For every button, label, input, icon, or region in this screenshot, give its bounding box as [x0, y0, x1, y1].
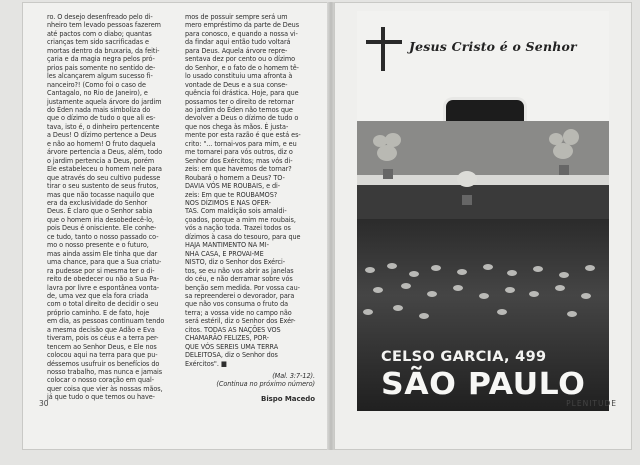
- text-line: quer coisa que vier às nossas mãos,: [47, 383, 163, 393]
- text-line: com o total direito de decidir o seu: [47, 299, 159, 309]
- text-line: possamos ter o direito de retornar: [185, 96, 295, 106]
- text-line: nanceiro?! (Como foi o caso de: [47, 79, 146, 89]
- text-line: uma chance, para que a Sua criatu-: [47, 257, 162, 267]
- text-line: colocou aqui na terra para que pu-: [47, 350, 158, 360]
- text-line: çoados, porque a mim me roubais,: [185, 214, 296, 224]
- magazine-name: PLENITUDE: [566, 399, 617, 408]
- text-line: tencem ao Senhor Deus, e Ele nos: [47, 341, 157, 351]
- text-line: TAS. Com maldição sois amaldi-: [185, 206, 287, 216]
- text-line: que o homem iria desobedecê-lo,: [47, 214, 154, 224]
- text-line: Roubará o homem a Deus? TO-: [185, 172, 285, 182]
- text-line: mas que não tocasse naquilo que: [47, 189, 155, 199]
- text-line: sa repreenderei o devorador, para: [185, 290, 295, 300]
- text-line: mente por esta razão é que está es-: [185, 130, 301, 140]
- magazine-spread: [22, 2, 630, 450]
- church-photo: [357, 11, 609, 411]
- flower-arrangement-center: [453, 171, 481, 205]
- text-line: será estéril, diz o Senhor dos Exér-: [185, 316, 296, 326]
- text-line: QUE VÓS SEREIS UMA TERRA: [185, 341, 279, 351]
- text-line: les alcançarem algum sucesso fi-: [47, 71, 153, 81]
- text-line: do céu, e não derramar sobre vós: [185, 274, 293, 284]
- text-line: lo usado constituiu uma afronta à: [185, 71, 293, 81]
- text-line: lavra por livre e espontânea vonta-: [47, 282, 160, 292]
- flower-arrangement-left: [371, 133, 405, 179]
- scripture-reference: (Mal. 3:7-12).: [272, 371, 315, 381]
- text-line: crito: "... tornai-vos para mim, e eu: [185, 138, 297, 148]
- text-line: çaria e da magia negra pelos pró-: [47, 54, 155, 64]
- left-page: [22, 2, 330, 450]
- text-line: Cantagalo, no Rio de Janeiro), e: [47, 88, 148, 98]
- text-line: HAJA MANTIMENTO NA MI-: [185, 240, 269, 250]
- text-line: em dia, as pessoas continuam tendo: [47, 316, 165, 326]
- text-line: mos de possuir sempre será um: [185, 12, 288, 21]
- photo-caption-city: SÃO PAULO: [381, 367, 586, 402]
- text-line: mero empréstimo da parte de Deus: [185, 20, 300, 30]
- text-line: vós a nação toda. Trazei todos os: [185, 223, 291, 233]
- text-line: já que tudo o que temos ou have-: [47, 392, 155, 402]
- text-line: devolver a Deus o dízimo de tudo o: [185, 113, 299, 123]
- text-line: déssemos usufruir os benefícios do: [47, 358, 160, 368]
- text-line: NISTO, diz o Senhor dos Exérci-: [185, 257, 286, 267]
- text-line: ao jardim do Éden não temos que: [185, 104, 293, 114]
- congregation-crowd: [357, 261, 609, 351]
- text-line: NOS DÍZIMOS E NAS OFER-: [185, 197, 271, 207]
- text-line: nosso trabalho, mas nunca e jamais: [47, 367, 163, 377]
- text-line: e não ao homem! O fruto daquela: [47, 138, 156, 148]
- text-line: a mesma decisão que Adão e Eva: [47, 324, 155, 334]
- text-line: citos. TODAS AS NAÇÕES VOS: [185, 324, 281, 334]
- text-line: do Senhor, e o fato de o homem tê-: [185, 62, 299, 72]
- text-line: árvore pertencia a Deus, além, todo: [47, 147, 163, 157]
- page-number: 30: [39, 399, 49, 408]
- text-line: Ele estabeleceu o homem nele para: [47, 164, 162, 174]
- text-line: que através do seu cultivo pudesse: [47, 172, 161, 182]
- text-column-2-body: [185, 13, 315, 368]
- text-line: mo o nosso presente e o futuro,: [47, 240, 149, 250]
- text-line: prios pais somente no sentido de-: [47, 62, 156, 72]
- text-line: mortas dentro da bruxaria, da feiti-: [47, 45, 160, 55]
- text-line: pois Deus é onisciente. Ele conhe-: [47, 223, 157, 233]
- text-line: que não vos consuma o fruto da: [185, 299, 289, 309]
- continued-note: (Continua no próximo número): [216, 379, 315, 389]
- photo-caption-address: CELSO GARCIA, 499: [381, 349, 547, 365]
- text-line: NHA CASA, E PROVAI-ME: [185, 248, 264, 258]
- author-byline: Bispo Macedo: [261, 394, 315, 403]
- text-line: ra pudesse por si mesma ter o di-: [47, 265, 155, 275]
- text-line: a Deus! O dízimo pertence a Deus: [47, 130, 157, 140]
- text-line: ro. O desejo desenfreado pelo di-: [47, 12, 153, 21]
- text-line: justamente aquela árvore do jardim: [47, 96, 162, 106]
- text-line: zeis: em que havemos de tornar?: [185, 164, 292, 174]
- text-line: dízimos à casa do tesouro, para que: [185, 231, 301, 241]
- text-line: que o dízimo de tudo o que ali es-: [47, 113, 156, 123]
- text-line: zeis: Em que te ROUBAMOS?: [185, 189, 278, 199]
- text-line: DELEITOSA, diz o Senhor dos: [185, 350, 278, 360]
- text-line: crianças tem sido sacrificadas e: [47, 37, 149, 47]
- banner-text: Jesus Cristo é o Senhor: [409, 39, 577, 54]
- text-line: para Deus. Aquela árvore repre-: [185, 45, 288, 55]
- text-line: quência foi drástica. Hoje, para que: [185, 88, 299, 98]
- text-line: sentava dez por cento ou o dízimo: [185, 54, 296, 64]
- text-line: mas ainda assim Ele tinha que dar: [47, 248, 158, 258]
- text-line: terra; a vossa vide no campo não: [185, 307, 292, 317]
- text-column-1: [47, 13, 173, 402]
- text-line: CHAMARÃO FELIZES, POR-: [185, 333, 269, 343]
- text-line: da findar aqui então tudo voltará: [185, 37, 291, 47]
- text-line: que nos chega às mãos. É justa-: [185, 121, 289, 131]
- text-line: tirar o seu sustento de seus frutos,: [47, 181, 159, 191]
- text-line: reito de obedecer ou não a Sua Pa-: [47, 274, 159, 284]
- text-line: próprio caminho. E de fato, hoje: [47, 307, 150, 317]
- text-line: era da exclusividade do Senhor: [47, 197, 148, 207]
- text-line: nheiro tem levado pessoas fazerem: [47, 20, 161, 30]
- text-line: ce tudo, tanto o nosso passado co-: [47, 231, 159, 241]
- text-line: o jardim pertencia a Deus, porém: [47, 155, 155, 165]
- text-line: DAVIA VÓS ME ROUBAIS, e di-: [185, 181, 281, 191]
- text-line: para conosco, e quando a nossa vi-: [185, 28, 298, 38]
- text-line: tos, se eu não vos abrir as janelas: [185, 265, 294, 275]
- cross-icon: [366, 27, 402, 71]
- text-line: Deus. É claro que o Senhor sabia: [47, 206, 153, 216]
- text-line: de, uma vez que ela fora criada: [47, 290, 149, 300]
- text-line: vontade de Deus e a sua conse-: [185, 79, 288, 89]
- text-line: colocar o nosso coração em qual-: [47, 375, 154, 385]
- text-line: Exércitos". ■: [185, 358, 227, 368]
- text-line: tiveram, pois os céus e a terra per-: [47, 333, 159, 343]
- right-page: [334, 2, 632, 450]
- text-line: até pactos com o diabo; quantas: [47, 28, 152, 38]
- flower-arrangement-right: [547, 129, 581, 175]
- text-column-2: [185, 13, 315, 403]
- text-line: do Éden nada mais simboliza do: [47, 104, 151, 114]
- text-line: benção sem medida. Por vossa cau-: [185, 282, 300, 292]
- text-line: tava, isto é, o dinheiro pertencente: [47, 121, 160, 131]
- text-line: me tornarei para vós outros, diz o: [185, 147, 293, 157]
- text-line: Senhor dos Exércitos; mas vós di-: [185, 155, 293, 165]
